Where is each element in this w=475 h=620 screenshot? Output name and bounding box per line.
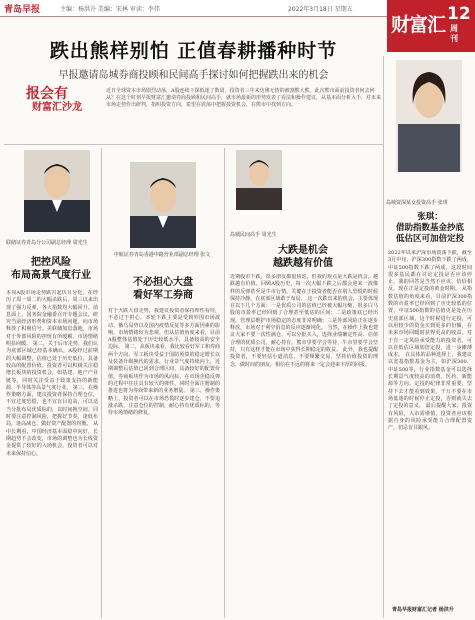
caption-col1: 联储证券青岛分公司副总经理 周光生 [6,240,88,246]
newspaper-logo: 青岛早报 [4,5,41,15]
portrait-photo-col1 [24,150,90,232]
title-col3: 大跌是机会 越跌越有价值 [273,245,333,269]
portrait-photo-col3 [236,150,282,210]
title-col1: 把控风险 布局高景气度行业 [11,257,91,281]
section-masthead [387,0,475,52]
body-col2: 对于大跌大盘走势，我建议投资者保持理性看待，不必过于担心。本轮下跌主要是受到外围市场波动、俄乌局势以及国内疫情反复等多方面因素的影响，市场情绪较为悲观。但从估值角度来看，目前A股整体估值处于历史较低水平，具备较高的安全边际。 第二，从板块来看，我比较看好军工和券商两个方向。军工板块受益于国防预算的稳定增长以及装备升级换代的需求，行业景气度持续向上，近期调整后估值已回到合理区间，具备较好的配置价值。券商板块作为市场的风向标，在市场企稳反弹的过程中往往具有较大的弹性，同时全面注册制的推进也将为券商带来新的业务增量。 第三，操作策略上，投资者可以在市场恐慌时逐步建仓，不要追涨杀跌，注意仓位的控制，耐心持有优质标的，等待市场情绪的修复。 [108,308,220,417]
sub-headline: 早报邀请岛城券商投顾和民间高手探讨如何把握跌出来的机会 [58,70,329,81]
title-col4: 张琪： 借助指数基金抄底 低估区可加倍定投 [395,212,464,244]
caption-col4: 岛城资深某女投资高手 张琪 [386,200,448,206]
editor-credits: 主编：杨洪升 美编：宋林 审读：李伟 [60,6,160,13]
title-col2: 不必担心大盘 看好军工券商 [133,277,193,301]
main-headline: 跌出熊样别怕 正值春耕播种时节 [49,40,338,62]
issue-date: 2022年3月18日 星期五 [288,6,353,13]
caption-col3: 岛城民间高手 周光生 [230,232,277,238]
section-name: 财富汇 [391,14,446,36]
weekly-label: 周刊 [450,24,458,43]
column-divider [383,56,384,618]
portrait-photo-col2 [130,162,196,248]
caption-col2: 中航证券青岛香港中路营业部副总经理 张文 [113,252,211,258]
portrait-photo-col4 [396,60,462,172]
report-logo-line2: 财富汇沙龙 [32,102,82,113]
column-divider [224,148,225,618]
divider [4,144,384,145]
body-col4: 2022年以来沪深市场震荡下跌，截至3月中旬，沪深300指数下跌了两成，中证500指数下跌了两成，这段时间很多基民都在讨论定投是否应该停止，我的回答是当然不应该，恰恰相反，现在正是定投的黄金时期。 从指数估值的角度来看，目前沪深300指数的市盈率已经回到了历史较低的位置，中证500指数的估值更是处在历史底部区域，这个时候进行定投，可以用较少的资金买到更多的份额，在未来市场回暖时获得更高的收益。对于有一定风险承受能力的投资者，可以在低估区域加倍定投，进一步摊薄成本。 在具体的品种选择上，我建议以宽基指数基金为主，如沪深300、中证500等，行业指数基金可以选择长期景气度较高的消费、医药、新能源等方向。定投的纪律非常重要，坚持下去才能看到效果，千万不要在市场低迷的时候停止定投，否则就失去了定投的意义。 最后提醒大家，投资有风险，入市需谨慎，投资者应该根据自身的风险承受能力合理配置资产，切忌盲目跟风。 [388,250,472,432]
body-col1: 本周A股市场走势跌宕起伏且分化，在经历了周一周二的大幅杀跌后，周三以来出现了强力反弹，各大指数均大幅回升。消息面上，国务院金融委召开专题会议，研究当前经济形势和资本市场问题，向市场释放了积极信号。美联储加息落地，市场对于外部风险的担忧有所缓解，市场情绪明显回暖。 第二，关于后市走势，我们认为底部区域已经基本确认，A股经过前期的大幅调整，估值已处于历史低位，具备较高的配置价值。投资者可以积极关注稳增长板块的投资机会，如基建、地产产业链等，同时关注受益于政策支持的新能源、半导体等高景气度行业。 第三，在操作策略方面，建议投资者保持合理仓位，不宜过度恐慌，也不宜盲目追高，可以适当分批布局优质标的，以时间换空间。同时要注意控制风险，把握好节奏，逢低布局，逢高减仓，做好资产配置的均衡。 从中长期看，中国经济基本面稳中向好，长期趋势不会改变，市场的调整也为长线资金提供了较好的入场机会，投资者可以对未来保持信心。 [6,290,98,457]
report-logo-line1: 报会有 [26,86,68,102]
column-divider [101,148,102,618]
lead-paragraph: 近日全球资本市场剧烈动荡，A股连续下探低迷了数周，投资者三年来仿佛无情的被割熊大熊。此次熊市面前投资者何去何从？在这个时刻早报财富汇邀请券商投顾和民间高手，就市场最新的形势发表了看法和操作建议，从基本面分析入手，对未来市场走势作出研判，指明投资方向，希望在震荡中把握投资机会，在熊市中找到方向。 [106,88,382,108]
report-logo [26,86,96,134]
page-number: 12 [447,4,471,24]
body-col3: 近期股市下跌，很多朋友都很焦虑，但我的观点是大跌是机会，越跌越有价值。回顾A股历史，每一次大幅下跌之后都会迎来一波像样的反弹甚至是牛市行情，关键在于投资者能否在别人恐慌的时候保持冷静，在底部区域敢于布局。 这一次跌出来的机会，主要体现在以下几个方面：一是优质公司的估值已经被大幅压缩，很多白马股的市盈率已经回到了合理甚至低估的区间；二是政策底已经出现，管理层维护市场稳定的态度非常明确；三是外部风险正在逐步释放，市场对于利空消息的反应逐渐钝化。 当然，在操作上我也建议大家不要一次性满仓，可以分批买入，选择业绩确定性高、估值合理的优质公司，耐心持有。熊市里要学会等待，牛市里要学会坚持，只有这样才能在市场中获得长期稳定的收益。 此外，我也提醒投资者，不要轻信小道消息，不要频繁交易，坚持价值投资的理念，做时间的朋友，相信在不远的将来一定会迎来丰厚的回报。 [230,274,378,368]
reporter-signature: 青岛早报财富汇记者 杨洪升 [392,607,454,613]
